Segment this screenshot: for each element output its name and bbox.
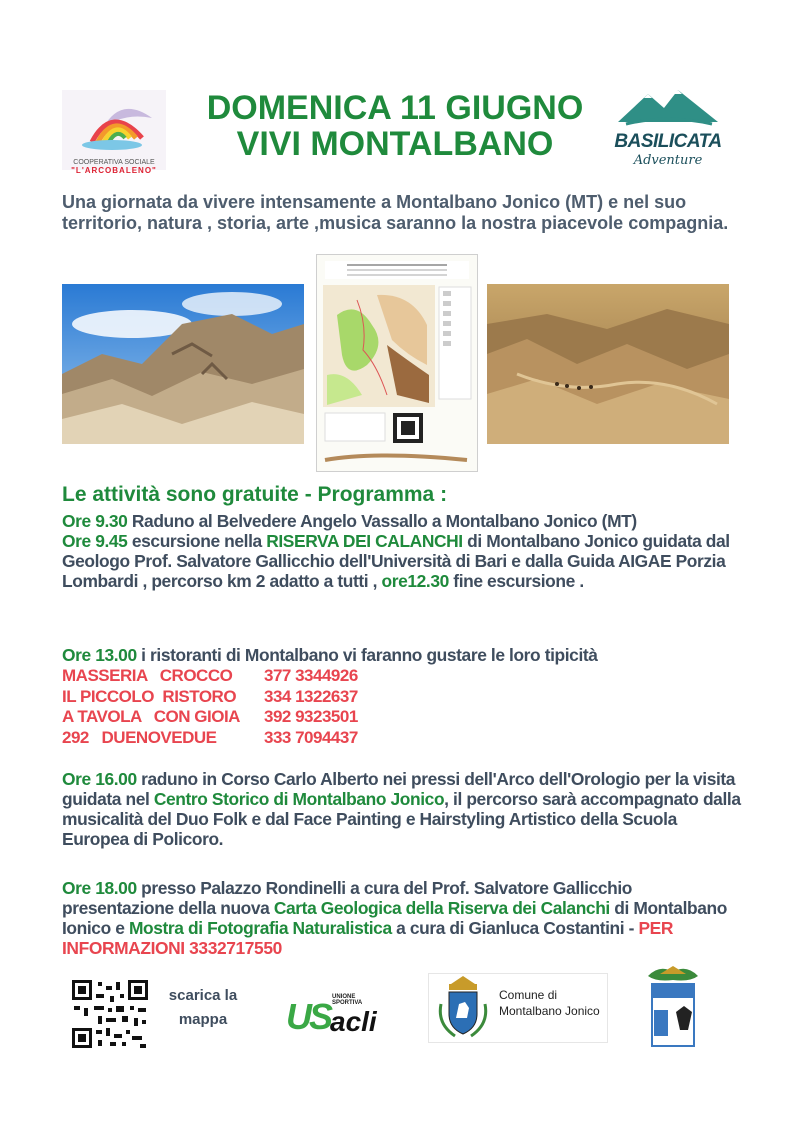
us-acli-us: US [286, 996, 331, 1037]
mountains-icon [612, 86, 724, 126]
restaurant-name: MASSERIA CROCCO [62, 666, 233, 685]
morning-text-4: fine escursione . [448, 571, 584, 591]
regione-crest [640, 962, 706, 1052]
evening-text-2: di Montalbano Ionico e [62, 898, 727, 938]
us-acli-logo [286, 990, 386, 1046]
calanchi-photo-right [487, 284, 729, 444]
morning-text-2: escursione nella [127, 531, 267, 551]
restaurant-row [62, 728, 358, 749]
restaurant-phone: 334 1322637 [264, 686, 358, 706]
time-1300: Ore 13.00 [62, 645, 137, 665]
restaurant-phone: 333 7094437 [264, 727, 358, 747]
comune-line1: Comune di [499, 988, 558, 1002]
info-phone: PER INFORMAZIONI 3332717550 [62, 918, 674, 958]
time-1800: Ore 18.00 [62, 878, 137, 898]
lunch-text: i ristoranti di Montalbano vi faranno gustare le loro tipicità [136, 645, 598, 665]
cooperativa-logo [62, 90, 166, 175]
morning-text-3: di Montalbano Jonico guidata dal Geologo Prof. Salvatore Gallicchio dell'Università di Bari e dalla Guida AIGAE Porzia Lombardi , percorso km 2 adatto a tutti , [62, 531, 730, 591]
title-line1: DOMENICA 11 GIUGNO [206, 89, 584, 127]
basilicata-sub: Adventure [633, 153, 703, 168]
evening-text-1: presso Palazzo Rondinelli a cura del Prof. Salvatore Gallicchio presentazione della nuova [62, 878, 633, 918]
centro-storico-highlight: Centro Storico di Montalbano Jonico [153, 789, 445, 809]
qr-caption [160, 984, 246, 1032]
qr-caption-line1: scarica la [168, 987, 238, 1004]
evening-text-3: a cura di Gianluca Costantini - [391, 918, 639, 938]
mostra-highlight: Mostra di Fotografia Naturalistica [128, 918, 392, 938]
rainbow-icon [62, 90, 166, 152]
restaurant-row [62, 666, 358, 687]
morning-text-1: Raduno al Belvedere Angelo Vassallo a Montalbano Jonico (MT) [127, 511, 637, 531]
comune-line2: Montalbano Jonico [499, 1004, 600, 1018]
basilicata-adventure-logo [612, 86, 724, 170]
geological-map [316, 254, 478, 472]
riserva-highlight: RISERVA DEI CALANCHI [266, 531, 463, 551]
program-morning [62, 511, 742, 591]
program-afternoon [62, 769, 742, 849]
program-lunch [62, 645, 742, 665]
restaurant-name: 292 DUENOVEDUE [62, 727, 217, 747]
comune-crest-icon [431, 974, 495, 1042]
cooperativa-line2: "L'ARCOBALENO" [71, 166, 157, 175]
time-0945: Ore 9.45 [62, 531, 128, 551]
restaurant-phone: 392 9323501 [264, 707, 358, 726]
us-acli-big: acli [330, 1006, 377, 1037]
afternoon-text-1: raduno in Corso Carlo Alberto nei pressi dell'Arco dell'Orologio per la visita guidata nel [62, 769, 736, 809]
intro-text: Una giornata da vivere intensamente a Montalbano Jonico (MT) e nel suo territorio, natura , storia, arte ,musica saranno la nostra piacevole compagnia. [62, 192, 729, 233]
page-title [170, 90, 620, 162]
comune-logo [428, 973, 608, 1043]
time-1600: Ore 16.00 [62, 769, 137, 789]
restaurant-name: IL PICCOLO RISTORO [62, 686, 237, 706]
program-heading: Le attività sono gratuite - Programma : [62, 483, 448, 506]
time-1230: ore12.30 [381, 571, 449, 591]
cooperativa-line1: COOPERATIVA SOCIALE [73, 159, 155, 166]
qr-caption-line2: mappa [178, 1011, 228, 1028]
program-evening [62, 878, 742, 958]
carta-geologica-highlight: Carta Geologica della Riserva dei Calanchi [273, 898, 610, 918]
restaurant-row [62, 707, 358, 728]
us-acli-small: UNIONE SPORTIVA [332, 994, 363, 1006]
restaurant-phone: 377 3344926 [264, 666, 358, 685]
title-line2: VIVI MONTALBANO [236, 125, 554, 163]
regione-crest-icon [640, 962, 706, 1052]
restaurant-name: A TAVOLA CON GIOIA [62, 707, 240, 726]
restaurant-row [62, 687, 358, 708]
basilicata-brand: BASILICATA [614, 131, 722, 152]
afternoon-text-2: , il percorso sarà accompagnato dalla musicalità del Duo Folk e dal Face Painting e Hairstyling Artistico della Scuola Europea di Policoro. [62, 789, 741, 849]
restaurant-list [62, 666, 358, 748]
time-0930: Ore 9.30 [62, 511, 128, 531]
map-qr-code[interactable] [70, 978, 150, 1050]
calanchi-photo-left [62, 284, 304, 444]
